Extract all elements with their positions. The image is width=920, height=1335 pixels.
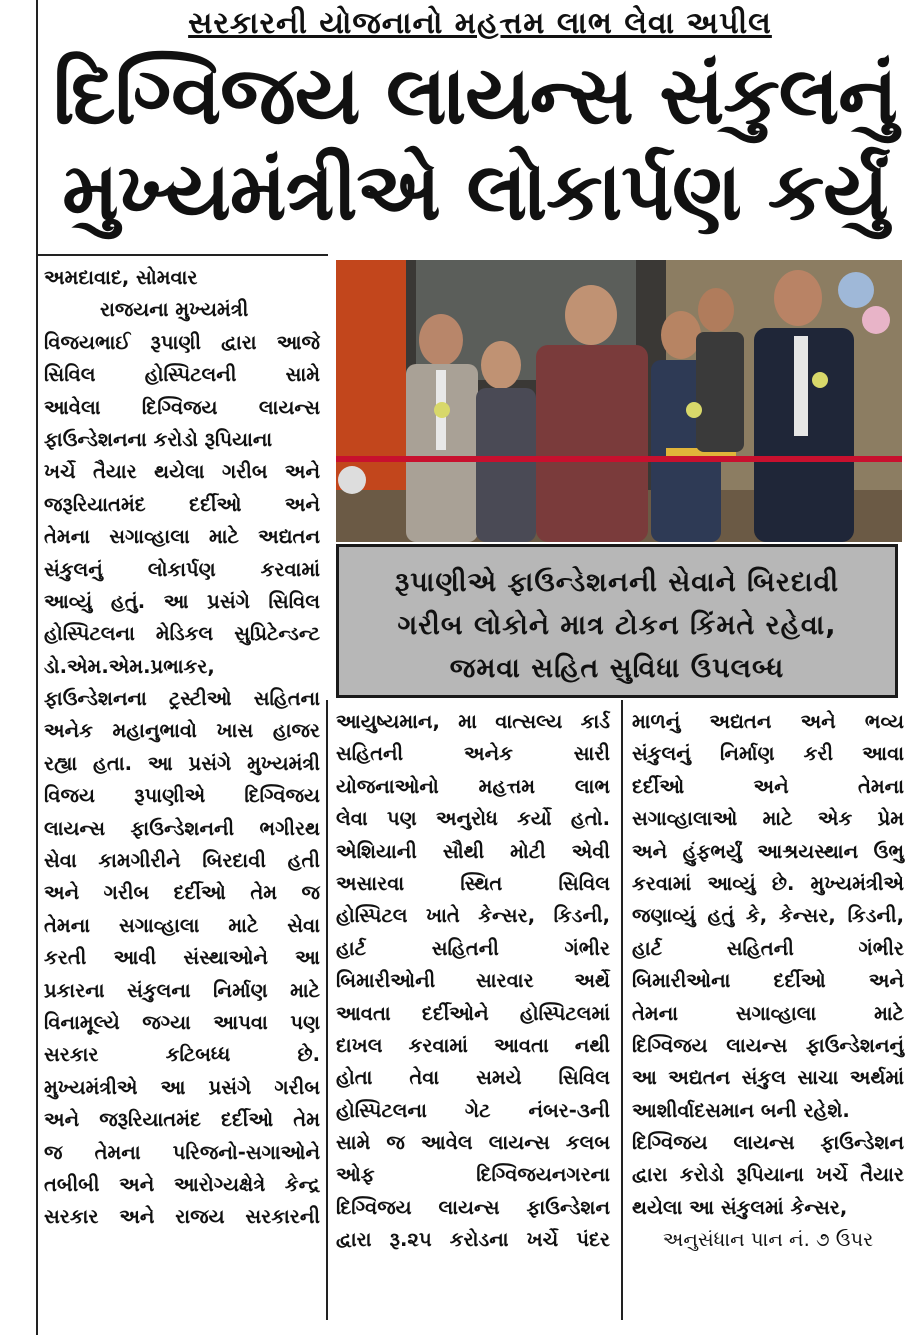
column-3-body [632, 706, 904, 1224]
text-line: સરકાર કટિબધ્ધ છે. [44, 1043, 320, 1067]
text-line: અનેક મહાનુભાવો ખાસ હાજર [44, 719, 320, 743]
text-line: એશિયાની સૌથી મોટી એવી [336, 839, 610, 863]
text-line: કરતી આવી સંસ્થાઓને આ [44, 946, 320, 970]
text-line: રાજયના મુખ્યમંત્રી [100, 298, 249, 322]
text-line: અને ગરીબ દર્દીઓ તેમ જ [44, 881, 320, 905]
text-line: કરવામાં આવ્યું છે. મુખ્યમંત્રીએ [632, 871, 904, 895]
text-line: દાખલ કરવામાં આવતા નથી [336, 1033, 610, 1057]
article-column-1 [44, 262, 320, 1234]
text-line: ફાઉન્ડેશનના ટ્રસ્ટીઓ સહિતના [44, 687, 320, 711]
text-line: તેમના સગાવ્હાલા માટે સેવા [44, 913, 320, 937]
text-line: હોસ્પિટલના મેડિકલ સુપ્રિટેન્ડન્ટ [44, 622, 320, 646]
text-line: દ્વારા રૂ.૨૫ કરોડના ખર્ચે પંદર [336, 1228, 610, 1252]
text-line: જણાવ્યું હતું કે, કેન્સર, કિડની, [632, 904, 904, 928]
text-line: સામે જ આવેલ લાયન્સ કલબ [336, 1131, 610, 1155]
article-column-2 [336, 706, 610, 1257]
photo-caption-box [336, 544, 898, 698]
text-line: દિગ્વિજય લાયન્સ ફાઉન્ડેશન [632, 1131, 904, 1155]
text-line: અને જરૂરિયાતમંદ દર્દીઓ તેમ [44, 1108, 320, 1132]
photo-illustration [336, 260, 902, 542]
text-line: જરૂરિયાતમંદ દર્દીઓ અને [44, 492, 320, 516]
caption-line-3: જમવા સહિત સુવિધા ઉપલબ્ધ [449, 653, 785, 684]
text-line: તેમના સગાવ્હાલા માટે [632, 1001, 904, 1025]
text-line: આવ્યું હતું. આ પ્રસંગે સિવિલ [44, 589, 320, 613]
text-line: પ્રકારના સંકુલના નિર્માણ માટે [44, 978, 320, 1002]
text-line: વિજયભાઈ રૂપાણી દ્વારા આજે [44, 330, 320, 354]
main-headline [40, 48, 910, 240]
text-line: સંકુલનું નિર્માણ કરી આવા [632, 742, 904, 766]
column-1-body [44, 294, 320, 1233]
text-line: તબીબી અને આરોગ્યક્ષેત્રે કેન્દ્ર [44, 1172, 320, 1196]
text-line: આયુષ્યમાન, મા વાત્સલ્ય કાર્ડ [336, 710, 610, 733]
left-column-rule [36, 0, 38, 1335]
column-2-body [336, 706, 610, 1257]
text-line: સગાવ્હાલાઓ માટે એક પ્રેમ [632, 807, 904, 831]
text-line: આવેલા દિગ્વિજય લાયન્સ [44, 395, 320, 419]
column-rule-2 [621, 700, 623, 1320]
text-line: હોસ્પિટલના ગેટ નંબર-૩ની [336, 1098, 610, 1122]
text-line: યોજનાઓનો મહત્તમ લાભ [336, 774, 610, 798]
text-line: સરકાર અને રાજય સરકારની [44, 1205, 320, 1229]
kicker-headline: સરકારની યોજનાનો મહત્તમ લાભ લેવા અપીલ [188, 6, 772, 41]
text-line: સહિતની અનેક સારી [336, 742, 610, 766]
text-line: બિમારીઓની સારવાર અર્થે [336, 969, 610, 993]
text-line: અને હુંફભર્યું આશ્રયસ્થાન ઉભુ [632, 839, 904, 863]
article-column-3 [632, 706, 904, 1257]
text-line: દ્વારા કરોડો રૂપિયાના ખર્ચે તૈયાર [632, 1163, 904, 1187]
text-line: આશીર્વાદસમાન બની રહેશે. [632, 1098, 850, 1122]
text-line: દિગ્વિજય લાયન્સ ફાઉન્ડેશન [336, 1195, 610, 1219]
text-line: સિવિલ હોસ્પિટલની સામે [44, 363, 320, 387]
text-line: ખર્ચે તૈયાર થયેલા ગરીબ અને [44, 460, 320, 484]
caption-line-1: રૂપાણીએ ફાઉન્ડેશનની સેવાને બિરદાવી [394, 567, 840, 598]
text-line: દિગ્વિજય લાયન્સ ફાઉન્ડેશનનું [632, 1033, 904, 1057]
text-line: અસારવા સ્થિત સિવિલ [336, 871, 610, 895]
text-line: આ અદ્યતન સંકુલ સાચા અર્થમાં [632, 1066, 904, 1090]
text-line: થયેલા આ સંકુલમાં કેન્સર, [632, 1195, 848, 1219]
text-line: બિમારીઓના દર્દીઓ અને [632, 969, 904, 993]
caption-line-2: ગરીબ લોકોને માત્ર ટોકન કિંમતે રહેવા, [397, 610, 837, 641]
text-line: લેવા પણ અનુરોધ કર્યો હતો. [336, 807, 610, 831]
text-line: હાર્ટ સહિતની ગંભીર [632, 936, 904, 960]
text-line: ડો.એમ.એમ.પ્રભાકર, [44, 654, 215, 678]
column-rule-1 [326, 700, 328, 1320]
text-line: ઓફ દિગ્વિજયનગરના [336, 1163, 610, 1187]
text-line: આવતા દર્દીઓને હોસ્પિટલમાં [336, 1001, 610, 1025]
text-line: તેમના સગાવ્હાલા માટે અદ્યતન [44, 525, 320, 549]
text-line: વિનામૂલ્યે જગ્યા આપવા પણ [44, 1010, 320, 1034]
headline-line-1: દિગ્વિજય લાયન્સ સંકુલનું [53, 49, 897, 142]
ribbon-cutting-photo [336, 260, 902, 542]
headline-line-2: મુખ્યમંત્રીએ લોકાર્પણ કર્યું [62, 145, 888, 238]
text-line: સંકુલનું લોકાર્પણ કરવામાં [44, 557, 320, 581]
text-line: દર્દીઓ અને તેમના [632, 774, 904, 798]
text-line: ફાઉન્ડેશનના કરોડો રૂપિયાના [44, 427, 273, 451]
text-line: વિજય રૂપાણીએ દિગ્વિજય [44, 784, 320, 808]
text-line: જ તેમના પરિજનો-સગાઓને [44, 1140, 320, 1164]
text-line: હોતા તેવા સમયે સિવિલ [336, 1066, 610, 1090]
text-line: રહ્યા હતા. આ પ્રસંગે મુખ્યમંત્રી [44, 751, 320, 775]
text-line: લાયન્સ ફાઉન્ડેશનની ભગીરથ [44, 816, 320, 840]
text-line: માળનું અદ્યતન અને ભવ્ય [632, 710, 904, 733]
text-line: સેવા કામગીરીને બિરદાવી હતી [44, 849, 320, 873]
headline-rule [38, 254, 328, 256]
continued-on-page: અનુસંધાન પાન નં. ૭ ઉપર [662, 1228, 874, 1252]
text-line: મુખ્યમંત્રીએ આ પ્રસંગે ગરીબ [44, 1075, 320, 1099]
dateline: અમદાવાદ, સોમવાર [44, 266, 198, 289]
text-line: હોસ્પિટલ ખાતે કેન્સર, કિડની, [336, 904, 610, 928]
text-line: હાર્ટ સહિતની ગંભીર [336, 936, 610, 960]
